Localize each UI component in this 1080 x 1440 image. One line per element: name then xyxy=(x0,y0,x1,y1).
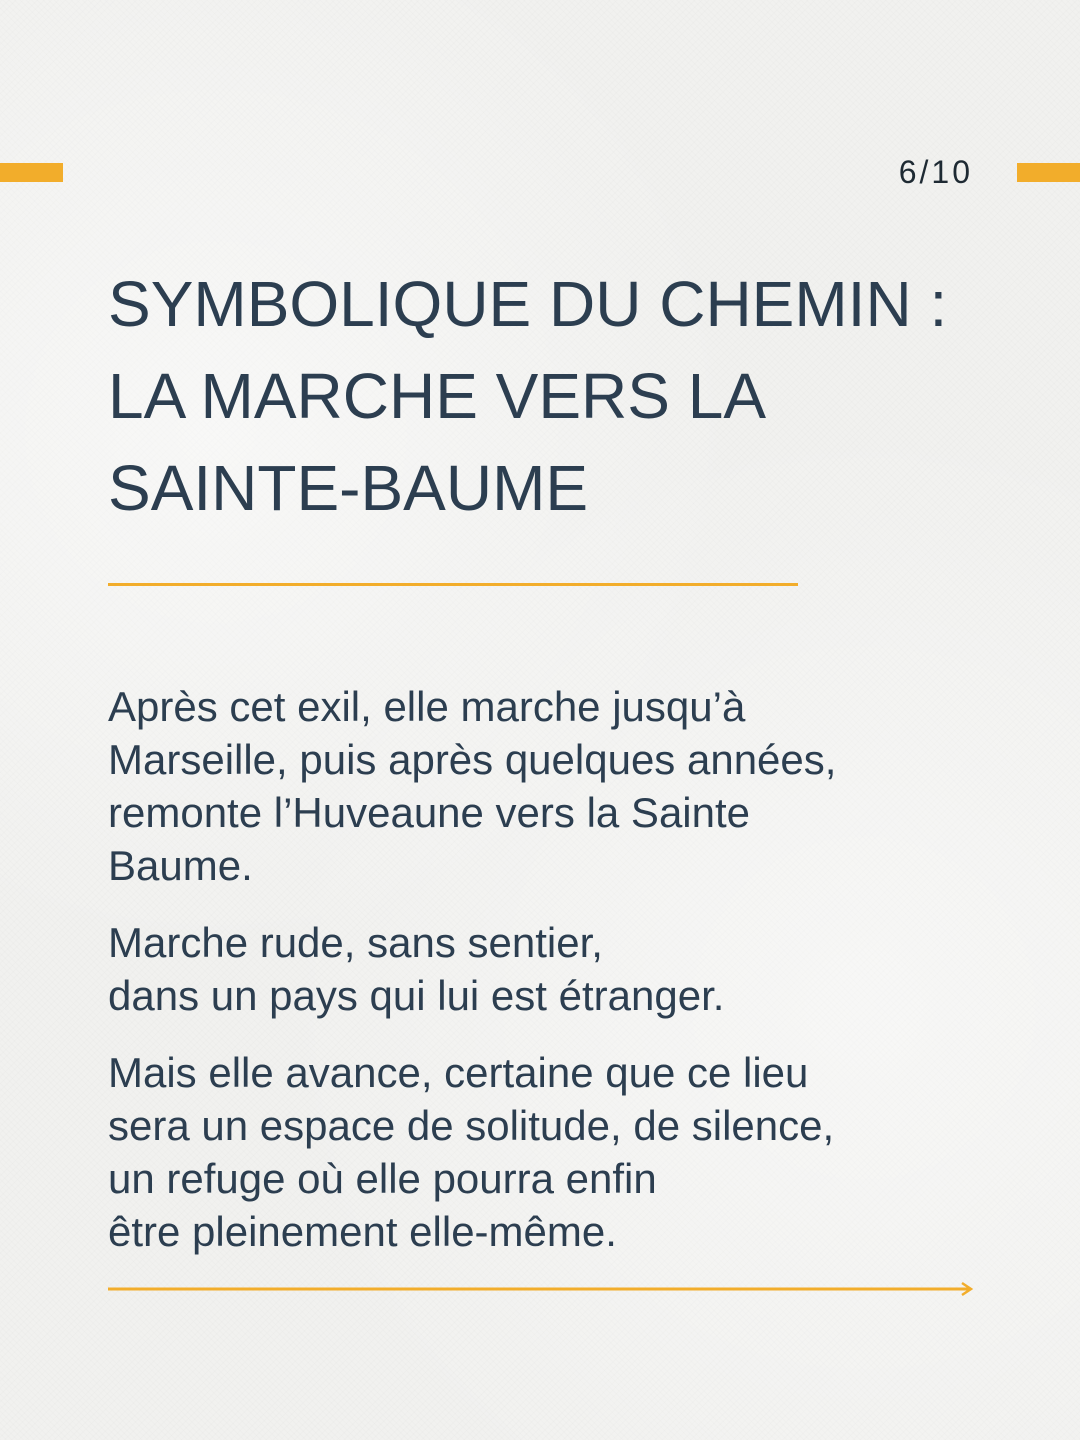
arrow-right-icon[interactable] xyxy=(108,1280,974,1300)
slide-title xyxy=(108,258,988,534)
paragraph-line: Marche rude, sans sentier, xyxy=(108,919,603,966)
paragraph-line: sera un espace de solitude, de silence, xyxy=(108,1102,835,1149)
paragraph-1 xyxy=(108,680,1008,892)
title-line-1: SYMBOLIQUE DU CHEMIN : xyxy=(108,268,948,340)
left-accent-bar xyxy=(0,163,63,182)
paragraph-line: un refuge où elle pourra enfin xyxy=(108,1155,657,1202)
title-line-2: LA MARCHE VERS LA xyxy=(108,360,766,432)
right-accent-bar xyxy=(1017,163,1080,182)
paragraph-line: Mais elle avance, certaine que ce lieu xyxy=(108,1049,809,1096)
paragraph-line: Après cet exil, elle marche jusqu’à xyxy=(108,683,746,730)
title-divider xyxy=(108,583,798,586)
paragraph-line: Marseille, puis après quelques années, xyxy=(108,736,837,783)
body-text xyxy=(108,680,1008,1282)
paragraph-2 xyxy=(108,916,1008,1022)
paragraph-3 xyxy=(108,1046,1008,1258)
page-counter: 6/10 xyxy=(898,154,973,190)
paragraph-line: être pleinement elle-même. xyxy=(108,1208,617,1255)
paragraph-line: remonte l’Huveaune vers la Sainte xyxy=(108,789,751,836)
title-line-3: SAINTE-BAUME xyxy=(108,452,589,524)
paragraph-line: dans un pays qui lui est étranger. xyxy=(108,972,725,1019)
paragraph-line: Baume. xyxy=(108,842,253,889)
